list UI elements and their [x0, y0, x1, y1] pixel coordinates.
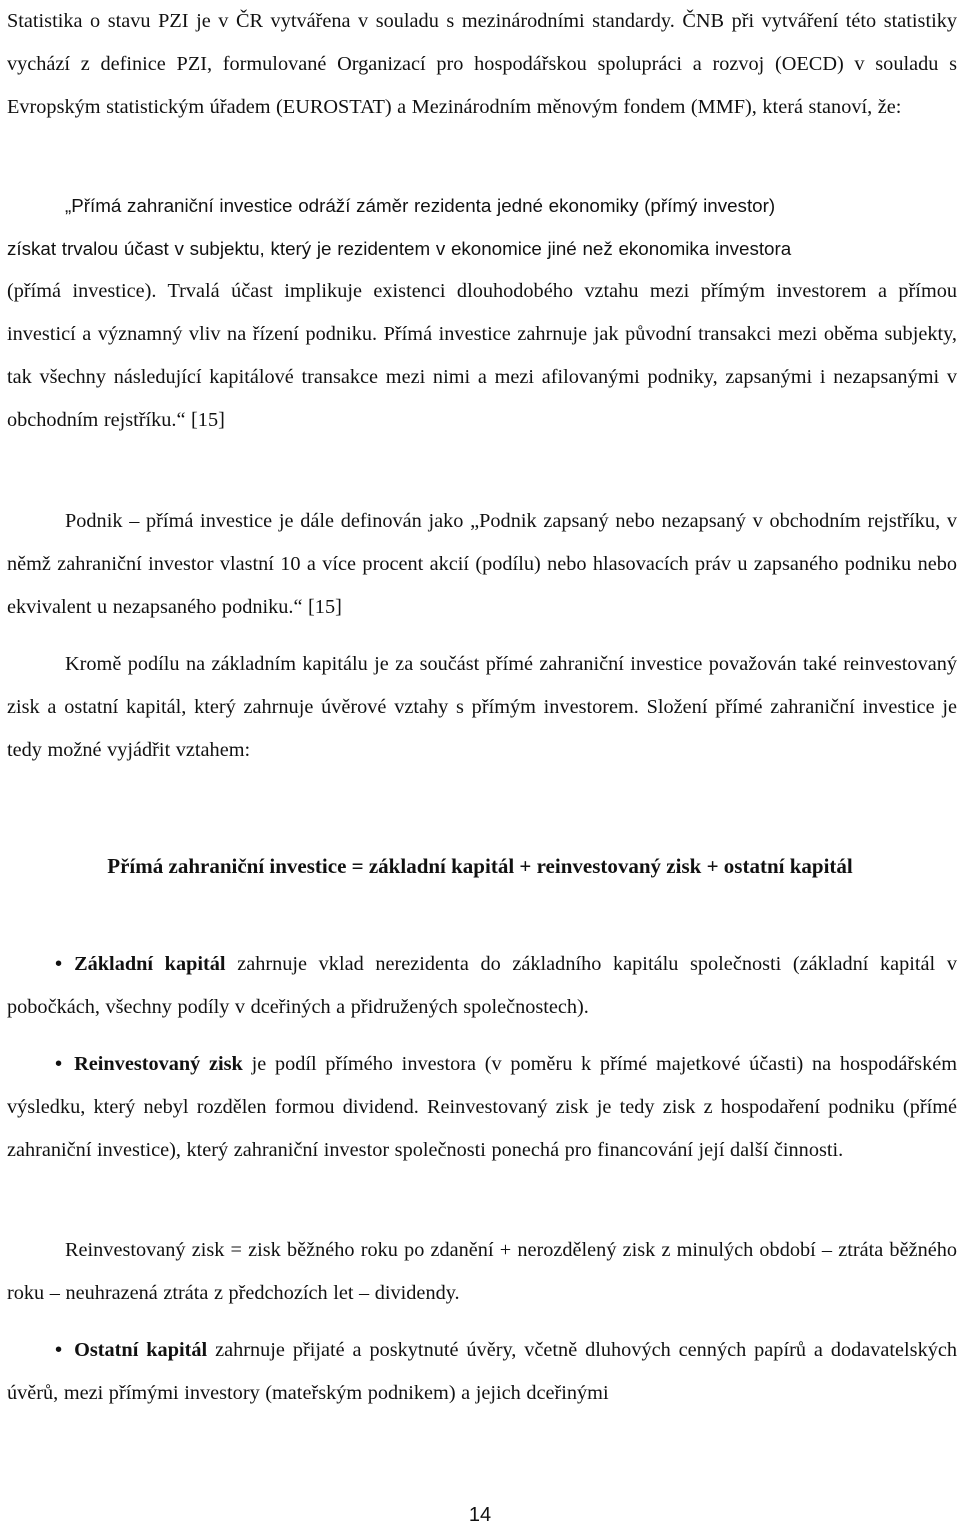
reinvest-formula-paragraph: Reinvestovaný zisk = zisk běžného roku po zdanění + nerozdělený zisk z minulých období – ztráta běžného roku – neuhrazená ztráta z předchozích let – dividendy. [7, 1239, 957, 1304]
text-zakladni-kapital: zahrnuje vklad nerezidenta do základního kapitálu společnosti (základní kapitál v pobočkách, všechny podíly v dceřiných a přidružených společnostech). [7, 953, 957, 1018]
bullet-icon: • [55, 1053, 63, 1075]
bullet-ostatni-kapital [7, 1329, 957, 1415]
kapital-composition-paragraph: Kromě podílu na základním kapitálu je za součást přímé zahraniční investice považován také reinvestovaný zisk a ostatní kapitál, který zahrnuje úvěrové vztahy s přímým investorem. Složení přímé zahraniční investice je tedy možné vyjádřit vztahem: [7, 653, 957, 761]
podnik-definition-paragraph: Podnik – přímá investice je dále definován jako „Podnik zapsaný nebo nezapsaný v obchodním rejstříku, v němž zahraniční investor vlastní 10 a více procent akcií (podílu) nebo hlasovacích práv u zapsaného podniku nebo ekvivalent u nezapsaného podniku.“ [15] [7, 510, 957, 618]
text-ostatni-kapital: zahrnuje přijaté a poskytnuté úvěry, včetně dluhových cenných papírů a dodavatelských úvěrů, mezi přímými investory (mateřským podnikem) a jejich dceřinými [7, 1339, 957, 1404]
quote-first-line: „Přímá zahraniční investice odráží záměr rezidenta jedné ekonomiky (přímý investor) [65, 195, 776, 216]
quote-second-line: získat trvalou účast v subjektu, který je rezidentem v ekonomice jiné než ekonomika investora [7, 238, 792, 259]
page-number: 14 [468, 1504, 492, 1526]
text-reinvestovany-zisk: je podíl přímého investora (v poměru k přímé majetkové účasti) na hospodářském výsledku, který nebyl rozdělen formou dividend. Reinvestovaný zisk je tedy zisk z hospodaření podniku (přímé zahraniční investice), který zahraniční investor společnosti ponechá pro financování její další činnosti. [7, 1053, 957, 1161]
bullet-icon: • [55, 953, 63, 975]
bullet-reinvestovany-zisk [7, 1043, 957, 1172]
intro-paragraph: Statistika o stavu PZI je v ČR vytvářena v souladu s mezinárodními standardy. ČNB při vytváření této statistiky vychází z definice PZI, formulované Organizací pro hospodářskou spolupráci a rozvoj (OECD) v souladu s Evropským statistickým úřadem (EUROSTAT) a Mezinárodním měnovým fondem (MMF), která stanoví, že: [7, 10, 957, 118]
term-ostatni-kapital: Ostatní kapitál [74, 1339, 208, 1361]
term-reinvestovany-zisk: Reinvestovaný zisk [74, 1053, 243, 1075]
quote-continuation: (přímá investice). Trvalá účast implikuje existenci dlouhodobého vztahu mezi přímým investorem a přímou investicí a významný vliv na řízení podniku. Přímá investice zahrnuje jak původní transakci mezi oběma subjekty, tak všechny následující kapitálové transakce mezi nimi a mezi afilovanými podniky, zapsanými i nezapsanými v obchodním rejstříku.“ [15] [7, 280, 957, 431]
pzi-formula: Přímá zahraniční investice = základní kapitál + reinvestovaný zisk + ostatní kapitál [107, 854, 853, 878]
term-zakladni-kapital: Základní kapitál [74, 953, 226, 975]
bullet-zakladni-kapital [7, 943, 957, 1029]
bullet-icon: • [55, 1339, 63, 1361]
